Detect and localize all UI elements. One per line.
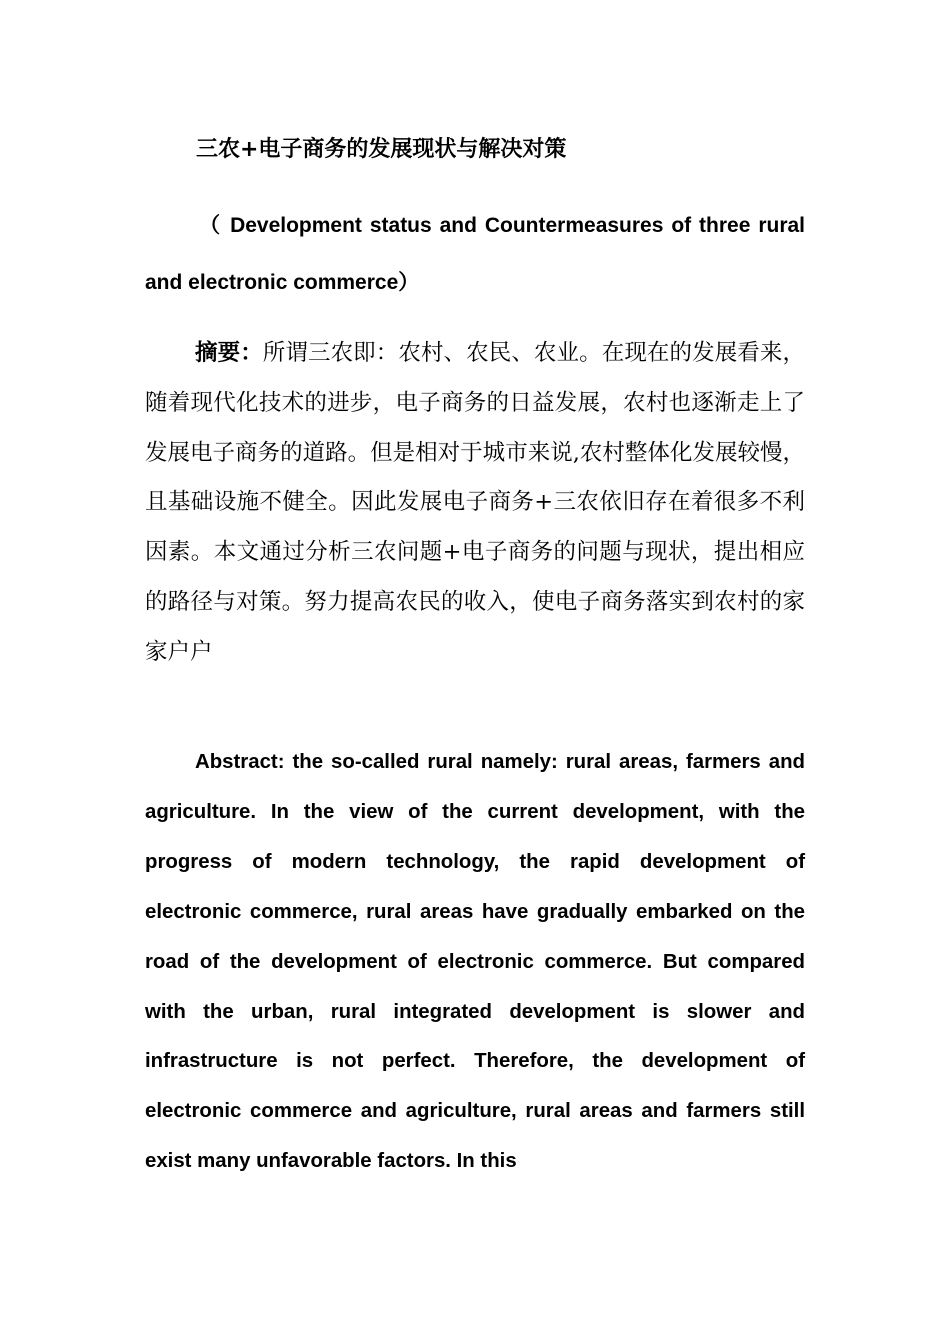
english-title-block bbox=[145, 197, 805, 311]
english-title: （ Development status and Countermeasures of three rural and electronic commerce） bbox=[145, 214, 805, 294]
chinese-title: 三农+电子商务的发展现状与解决对策 bbox=[196, 137, 567, 162]
english-abstract: Abstract: the so-called rural namely: rural areas, farmers and agriculture. In the view of the current development, with the progress of modern technology, the rapid development of electronic commerce, rural areas have gradually embarked on the road of the development of electronic commerce. But compared with the urban, rural integrated development is slower and infrastructure is not perfect. Therefore, the development of electronic commerce and agriculture, rural areas and farmers still exist many unfavorable factors. In this bbox=[145, 751, 805, 1173]
chinese-abstract-body: 所谓三农即：农村、农民、农业。在现在的发展看来，随着现代化技术的进步，电子商务的日益发展，农村也逐渐走上了发展电子商务的道路。但是相对于城市来说,农村整体化发展较慢，且基础设施不健全。因此发展电子商务+三农依旧存在着很多不利因素。本文通过分析三农问题+电子商务的问题与现状，提出相应的路径与对策。努力提高农民的收入，使电子商务落实到农村的家家户户 bbox=[145, 340, 805, 665]
chinese-abstract bbox=[145, 329, 805, 678]
chinese-abstract-label: 摘要： bbox=[195, 340, 263, 366]
